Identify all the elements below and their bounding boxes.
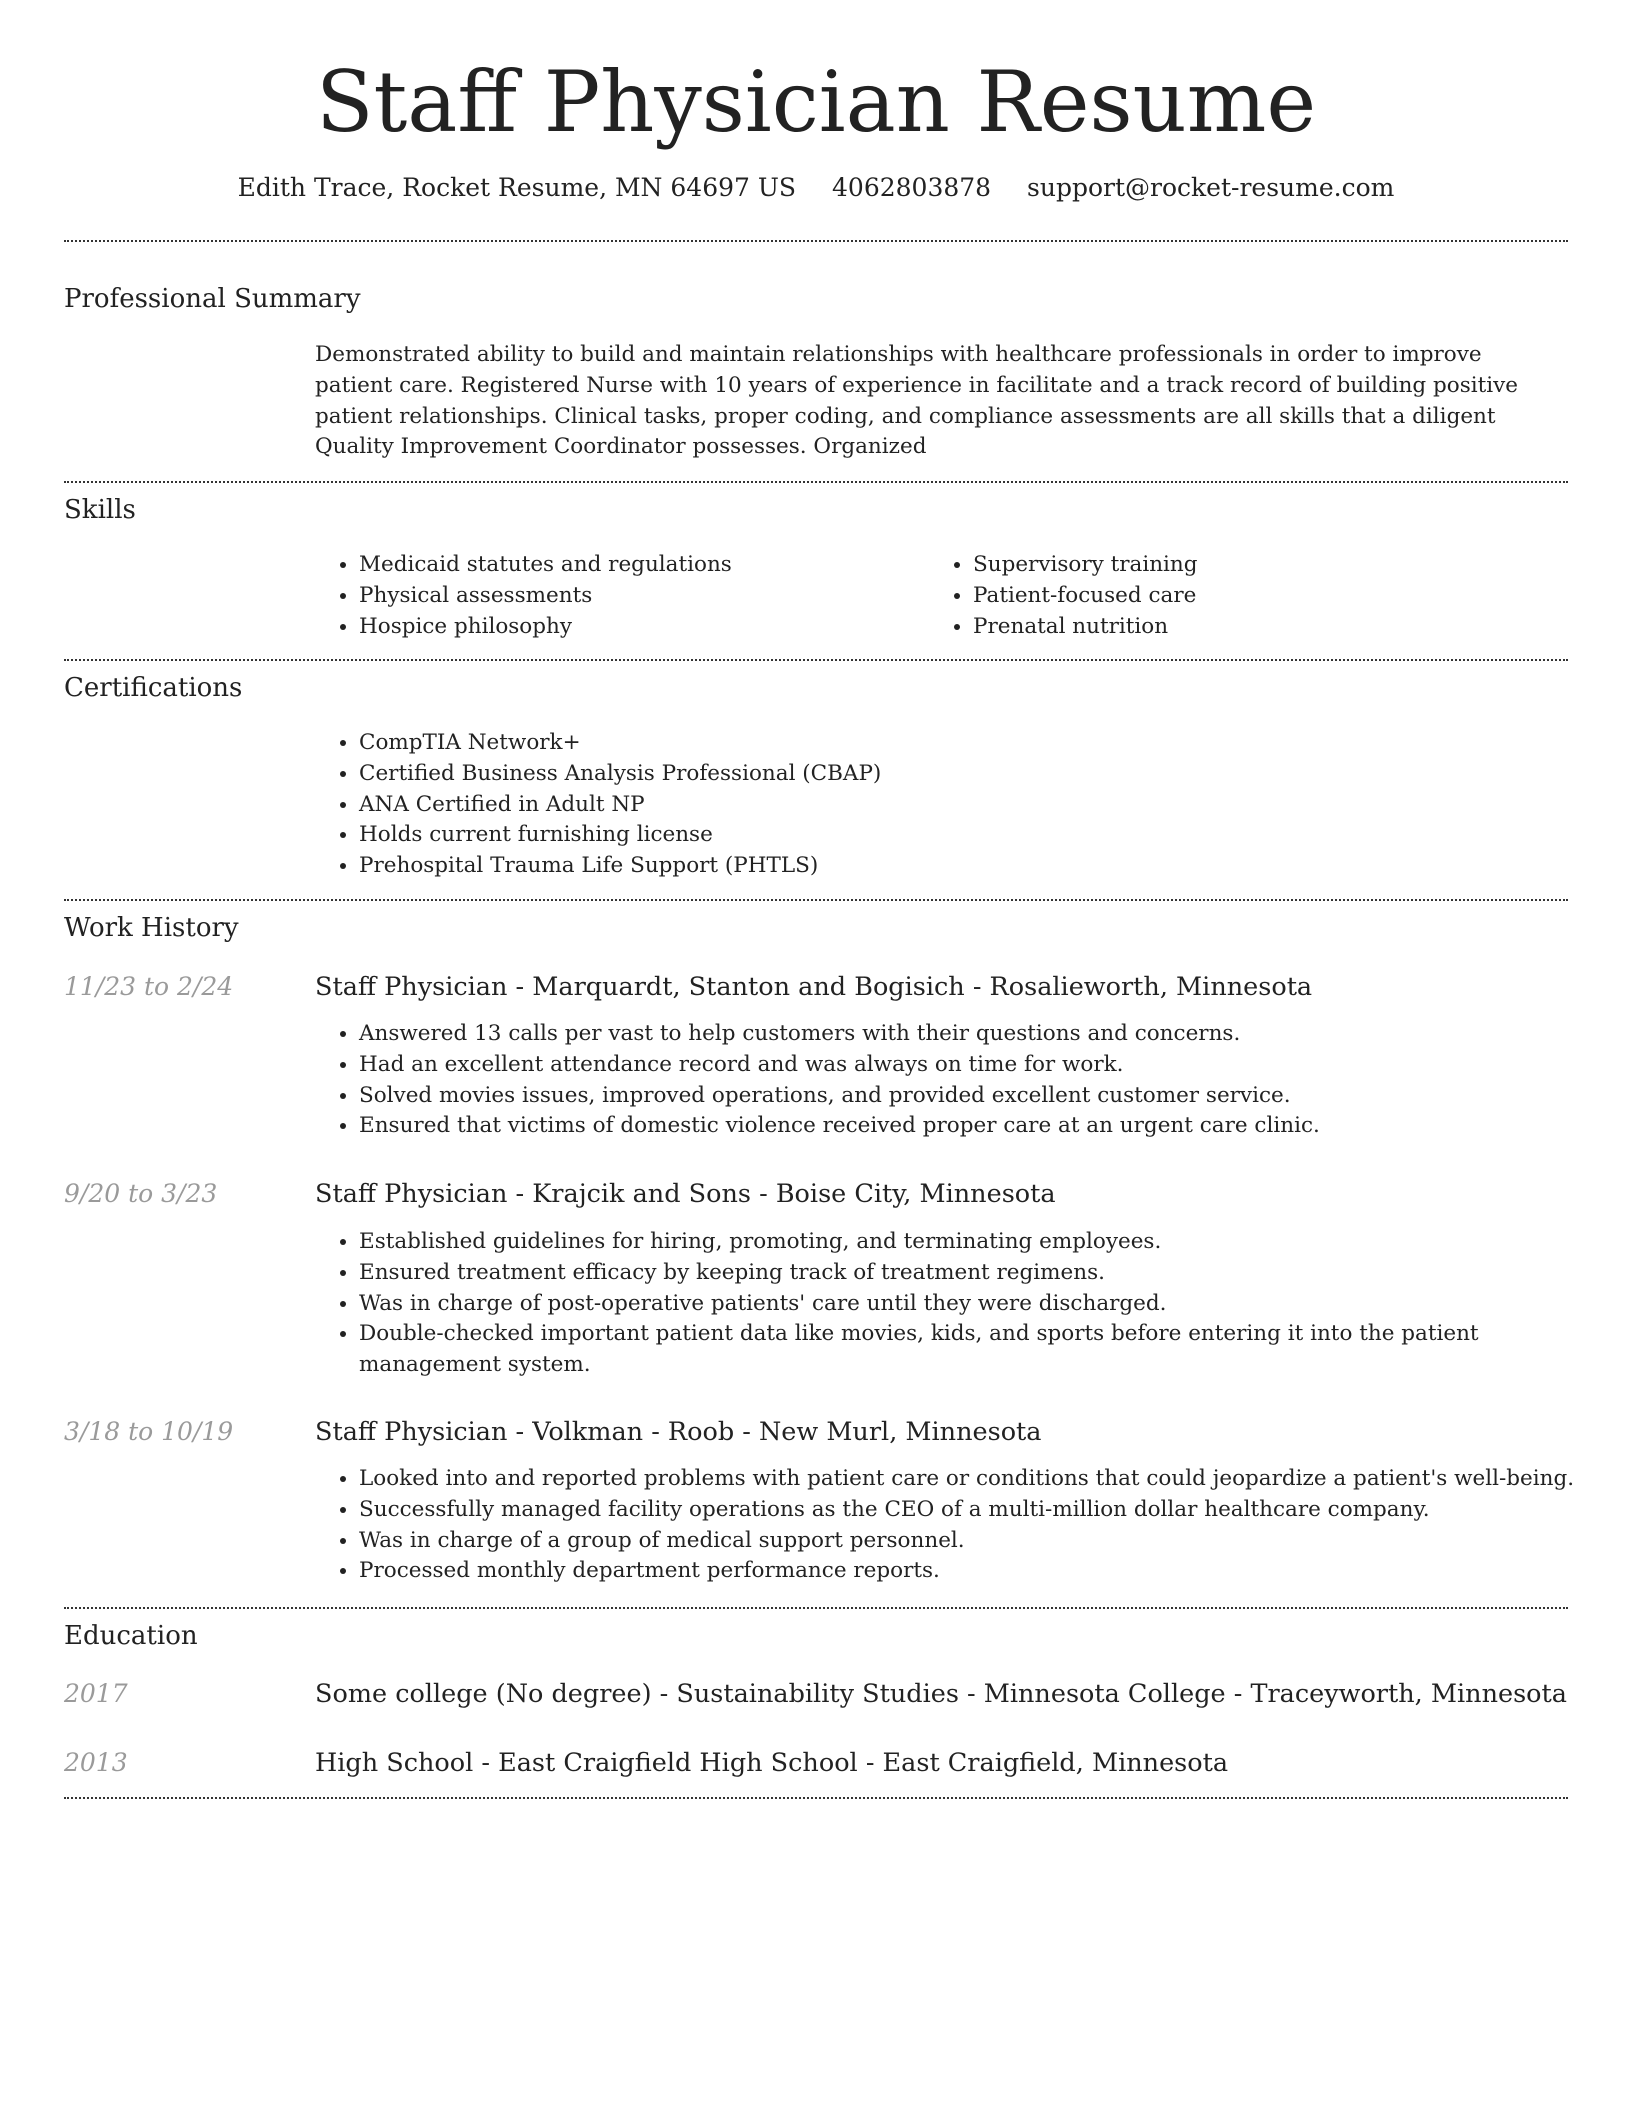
job-title: Staff Physician - Krajcik and Sons - Boise City, Minnesota	[315, 1179, 1056, 1209]
education-year: 2013	[64, 1748, 128, 1777]
skill-item: • Hospice philosophy	[359, 612, 919, 643]
job-bullet: • Solved movies issues, improved operations, and provided excellent customer service.	[359, 1081, 1609, 1112]
page-title: Staff Physician Resume	[315, 53, 1317, 151]
job-bullet: • Processed monthly department performance reports.	[359, 1556, 1609, 1587]
certification-item: • Prehospital Trauma Life Support (PHTLS)	[359, 851, 1609, 882]
skill-item: • Patient-focused care	[973, 581, 1573, 612]
job-bullets	[315, 1227, 1609, 1381]
summary-heading: Professional Summary	[64, 284, 361, 314]
contact-email: support@rocket-resume.com	[1027, 173, 1395, 202]
certifications-list	[315, 728, 1609, 882]
job-bullet: • Ensured that victims of domestic violence received proper care at an urgent care clinic.	[359, 1111, 1609, 1142]
skills-heading: Skills	[64, 495, 136, 525]
skill-item: • Supervisory training	[973, 550, 1573, 581]
certification-item: • ANA Certified in Adult NP	[359, 790, 1609, 821]
job-dates: 11/23 to 2/24	[64, 972, 234, 1001]
certification-item: • Certified Business Analysis Professional (CBAP)	[359, 759, 1609, 790]
skill-item: • Medicaid statutes and regulations	[359, 550, 919, 581]
job-bullets	[315, 1019, 1609, 1142]
skills-list-right	[929, 550, 1573, 642]
job-bullet: • Answered 13 calls per vast to help customers with their questions and concerns.	[359, 1019, 1609, 1050]
job-bullet: • Successfully managed facility operations as the CEO of a multi-million dollar healthcare company.	[359, 1495, 1609, 1526]
certification-item: • Holds current furnishing license	[359, 820, 1609, 851]
section-divider	[64, 1607, 1568, 1609]
job-title: Staff Physician - Volkman - Roob - New Murl, Minnesota	[315, 1417, 1042, 1447]
summary-text: Demonstrated ability to build and maintain relationships with healthcare professionals in order to improve patient care. Registered Nurse with 10 years of experience in facilitate and a track record of building positive patient relationships. Clinical tasks, proper coding, and compliance assessments are all skills that a diligent Quality Improvement Coordinator possesses. Organized	[315, 342, 1519, 460]
job-bullet: • Double-checked important patient data like movies, kids, and sports before entering it into the patient management system.	[359, 1319, 1609, 1381]
skill-item: • Physical assessments	[359, 581, 919, 612]
contact-line	[0, 170, 1632, 206]
certifications-heading: Certifications	[64, 673, 243, 703]
certification-item: • CompTIA Network+	[359, 728, 1609, 759]
job-dates: 3/18 to 10/19	[64, 1417, 234, 1446]
section-divider	[64, 481, 1568, 483]
job-bullet: • Established guidelines for hiring, promoting, and terminating employees.	[359, 1227, 1609, 1258]
job-bullets	[315, 1464, 1609, 1587]
skills-list-left	[315, 550, 919, 642]
contact-address: Edith Trace, Rocket Resume, MN 64697 US	[237, 173, 797, 202]
education-heading: Education	[64, 1621, 198, 1651]
job-bullet: • Ensured treatment efficacy by keeping track of treatment regimens.	[359, 1258, 1609, 1289]
job-bullet: • Was in charge of post-operative patients' care until they were discharged.	[359, 1289, 1609, 1320]
section-divider	[64, 1797, 1568, 1799]
section-divider	[64, 240, 1568, 242]
work-heading: Work History	[64, 913, 239, 943]
skill-item: • Prenatal nutrition	[973, 612, 1573, 643]
education-entry: High School - East Craigfield High School - East Craigfield, Minnesota	[315, 1748, 1229, 1778]
section-divider	[64, 899, 1568, 901]
section-divider	[64, 659, 1568, 661]
education-entry: Some college (No degree) - Sustainability Studies - Minnesota College - Traceyworth, Minnesota	[315, 1679, 1567, 1709]
contact-phone: 4062803878	[832, 173, 992, 202]
job-dates: 9/20 to 3/23	[64, 1179, 218, 1208]
job-bullet: • Had an excellent attendance record and was always on time for work.	[359, 1050, 1609, 1081]
job-bullet: • Looked into and reported problems with patient care or conditions that could jeopardize a patient's well-being.	[359, 1464, 1609, 1495]
job-title: Staff Physician - Marquardt, Stanton and Bogisich - Rosalieworth, Minnesota	[315, 972, 1313, 1002]
education-year: 2017	[64, 1679, 128, 1708]
job-bullet: • Was in charge of a group of medical support personnel.	[359, 1526, 1609, 1557]
